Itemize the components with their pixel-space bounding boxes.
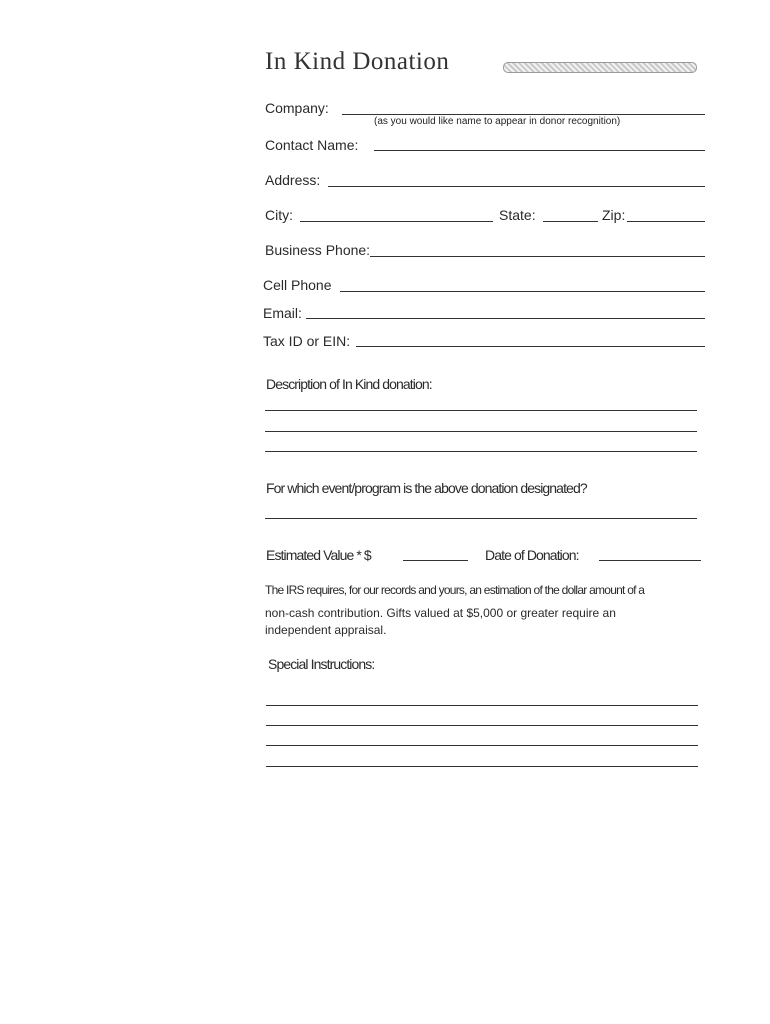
special-line-4[interactable] [266,766,698,767]
description-line-2[interactable] [265,431,697,432]
tax-id-field[interactable] [356,346,705,347]
event-label: For which event/program is the above donation designated? [266,480,587,496]
date-field[interactable] [599,560,701,561]
company-label: Company: [265,100,329,116]
cell-phone-field[interactable] [340,291,705,292]
cell-phone-label: Cell Phone [263,277,332,293]
description-label: Description of In Kind donation: [266,376,432,392]
title-decorative-bar [503,62,697,73]
tax-id-label: Tax ID or EIN: [263,333,351,349]
city-label: City: [265,207,293,223]
form-title: In Kind Donation [265,48,450,75]
address-field[interactable] [328,186,705,187]
email-label: Email: [263,305,302,321]
description-line-1[interactable] [265,410,697,411]
special-line-2[interactable] [266,725,698,726]
address-label: Address: [265,172,321,188]
irs-note-line-2: non-cash contribution. Gifts valued at $5,000 or greater require an [265,606,616,620]
irs-note-line-1: The IRS requires, for our records and yours, an estimation of the dollar amount of a [265,583,645,597]
zip-field[interactable] [627,221,705,222]
description-line-3[interactable] [265,451,697,452]
business-phone-label: Business Phone: [265,242,371,258]
estimated-value-label: Estimated Value * $ [266,547,371,563]
irs-note-line-3: independent appraisal. [265,623,387,637]
special-line-1[interactable] [266,705,698,706]
estimated-value-field[interactable] [403,560,468,561]
special-instructions-label: Special Instructions: [268,656,375,672]
email-field[interactable] [306,318,705,319]
business-phone-field[interactable] [370,256,705,257]
contact-name-field[interactable] [374,150,705,151]
state-field[interactable] [543,221,598,222]
special-line-3[interactable] [266,745,698,746]
company-note: (as you would like name to appear in donor recognition) [374,116,621,127]
contact-name-label: Contact Name: [265,137,359,153]
company-field[interactable] [342,114,705,115]
zip-label: Zip: [602,207,626,223]
event-field[interactable] [265,518,697,519]
state-label: State: [499,207,536,223]
date-label: Date of Donation: [485,547,579,563]
city-field[interactable] [300,221,493,222]
